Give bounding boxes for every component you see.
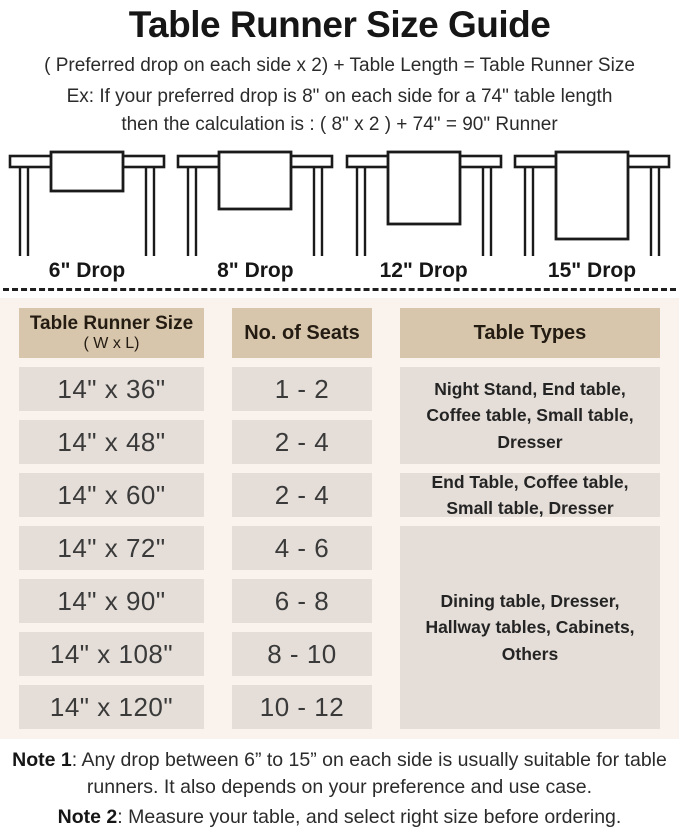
column-header-table-types: Table Types [400,308,660,358]
runner-size-cell: 14" x 120" [19,685,204,729]
note-2-text: : Measure your table, and select right size before ordering. [117,805,622,828]
drop-label: 6" Drop [48,259,126,283]
seats-cell: 6 - 8 [232,579,372,623]
dashed-divider [3,288,676,291]
seats-cell: 2 - 4 [232,473,372,517]
drop-illustration-12 [343,146,505,283]
note-1-label: Note 1 [12,749,72,772]
table-types-cell-large: Dining table, Dresser, Hallway tables, Cabinets, Others [400,526,660,729]
formula-text: ( Preferred drop on each side x 2) + Table Length = Table Runner Size [44,55,635,76]
page-title: Table Runner Size Guide [128,4,551,45]
drop-label: 12" Drop [379,259,468,283]
footnotes [0,739,679,831]
drop-label: 8" Drop [217,259,294,283]
runner-size-cell: 14" x 48" [19,420,204,464]
seats-cell: 10 - 12 [232,685,372,729]
example-line-2: then the calculation is : ( 8" x 2 ) + 74" = 90" Runner [121,113,558,135]
drop-illustrations [0,140,679,283]
column-header-runner-size: Table Runner Size ( W x L) [19,308,204,358]
drop-label: 15" Drop [547,259,637,283]
note-2-label: Note 2 [57,805,118,828]
table-types-cell-medium: End Table, Coffee table, Small table, Dresser [400,473,660,517]
example-line-1: Ex: If your preferred drop is 8" on each side for a 74" table length [66,86,613,107]
size-guide-table [0,298,679,739]
runner-size-cell: 14" x 108" [19,632,204,676]
table-runner-drawing-6-icon [7,146,167,258]
runner-size-cell: 14" x 60" [19,473,204,517]
note-1 [4,747,675,801]
seats-cell: 8 - 10 [232,632,372,676]
drop-illustration-6 [6,146,168,283]
seats-cell: 2 - 4 [232,420,372,464]
runner-size-cell: 14" x 72" [19,526,204,570]
drop-illustration-8 [174,146,336,283]
table-types-cell-small: Night Stand, End table, Coffee table, Small table, Dresser [400,367,660,464]
note-2 [4,804,675,831]
example-text [0,83,679,138]
seats-cell: 4 - 6 [232,526,372,570]
table-runner-drawing-8-icon [175,146,335,258]
table-runner-drawing-15-icon [512,146,672,258]
column-header-seats: No. of Seats [232,308,372,358]
runner-size-cell: 14" x 36" [19,367,204,411]
drop-illustration-15 [511,146,673,283]
note-1-text: : Any drop between 6” to 15” on each side is usually suitable for table runners. It also depends on your preference and use case. [71,749,667,798]
runner-size-cell: 14" x 90" [19,579,204,623]
table-runner-drawing-12-icon [344,146,504,258]
seats-cell: 1 - 2 [232,367,372,411]
